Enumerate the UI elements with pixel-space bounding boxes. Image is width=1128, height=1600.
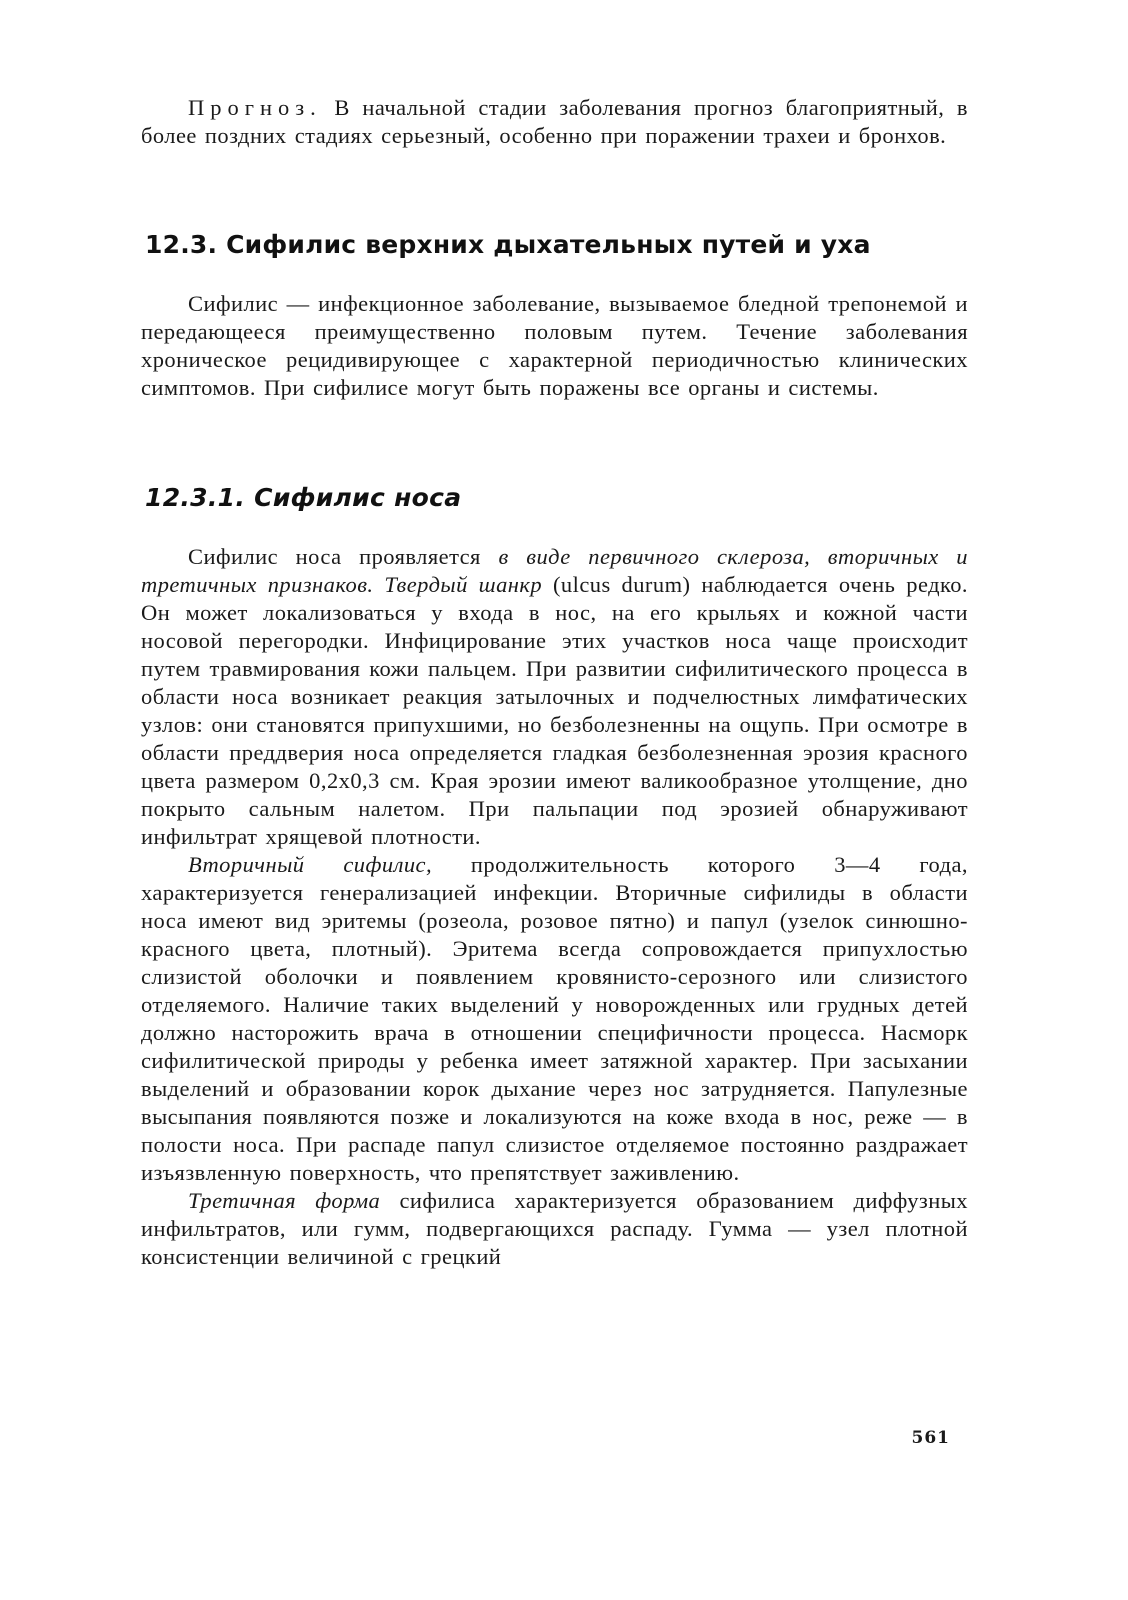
p2-italic: Вторичный сифилис, <box>188 852 433 877</box>
p2-text: продолжительность которого 3—4 года, характеризуется генерализацией инфекции. Вторичные сифилиды в области носа имеют вид эритемы (розеола, розовое пятно) и папул (узелок синюшно-красного цвета, плотный). Эритема всегда сопровождается припухлостью слизистой оболочки и появлением кровянисто-серозного или слизистого отделяемого. Наличие таких выделений у новорожденных или грудных детей должно насторожить врача в отношении специфичности процесса. Насморк сифилитической природы у ребенка имеет затяжной характер. При засыхании выделений и образовании корок дыхание через нос затрудняется. Папулезные высыпания появляются позже и локализуются на коже входа в нос, реже — в полости носа. При распаде папул слизистое отделяемое постоянно раздражает изъязвленную поверхность, что препятствует заживлению. <box>141 852 968 1185</box>
p1-text-rest: (ulcus durum) наблюдается очень редко. Он может локализоваться у входа в нос, на его крыльях и кожной части носовой перегородки. Инфицирование этих участков носа чаще происходит путем травмирования кожи пальцем. При развитии сифилитического процесса в области носа возникает реакция затылочных и подчелюстных лимфатических узлов: они становятся припухшими, но безболезненны на ощупь. При осмотре в области преддверия носа определяется гладкая безболезненная эрозия красного цвета размером 0,2х0,3 см. Края эрозии имеют валикообразное утолщение, дно покрыто сальным налетом. При пальпации под эрозией обнаруживают инфильтрат хрящевой плотности. <box>141 572 968 849</box>
paragraph-secondary-syphilis <box>141 851 968 1187</box>
p3-text: сифилиса характеризуется образованием диффузных инфильтратов, или гумм, подвергающихся распаду. Гумма — узел плотной консистенции величиной с грецкий <box>141 1188 969 1269</box>
page-number: 561 <box>911 1428 950 1448</box>
section-intro-paragraph <box>141 290 968 402</box>
prognosis-label: Прогноз. <box>188 95 322 120</box>
subsection-heading: 12.3.1. Сифилис носа <box>145 483 462 512</box>
paragraph-tertiary-syphilis <box>141 1187 968 1271</box>
prognosis-paragraph <box>141 94 968 150</box>
paragraph-primary-syphilis <box>141 543 968 851</box>
p1-italic: в виде первичного склероза, вторичных и третичных признаков. Твердый шанкр <box>141 544 968 597</box>
subsection-body <box>141 543 968 1271</box>
p3-italic: Третичная форма <box>188 1188 381 1213</box>
prognosis-text: В начальной стадии заболевания прогноз благоприятный, в более поздних стадиях серьезный, особенно при поражении трахеи и бронхов. <box>141 95 968 148</box>
p1-text-start: Сифилис носа проявляется <box>188 544 499 569</box>
section-intro-text: Сифилис — инфекционное заболевание, вызываемое бледной трепонемой и передающееся преимущественно половым путем. Течение заболевания хроническое рецидивирующее с характерной периодичностью клинических симптомов. При сифилисе могут быть поражены все органы и системы. <box>141 291 968 400</box>
section-heading: 12.3. Сифилис верхних дыхательных путей и уха <box>145 230 871 259</box>
